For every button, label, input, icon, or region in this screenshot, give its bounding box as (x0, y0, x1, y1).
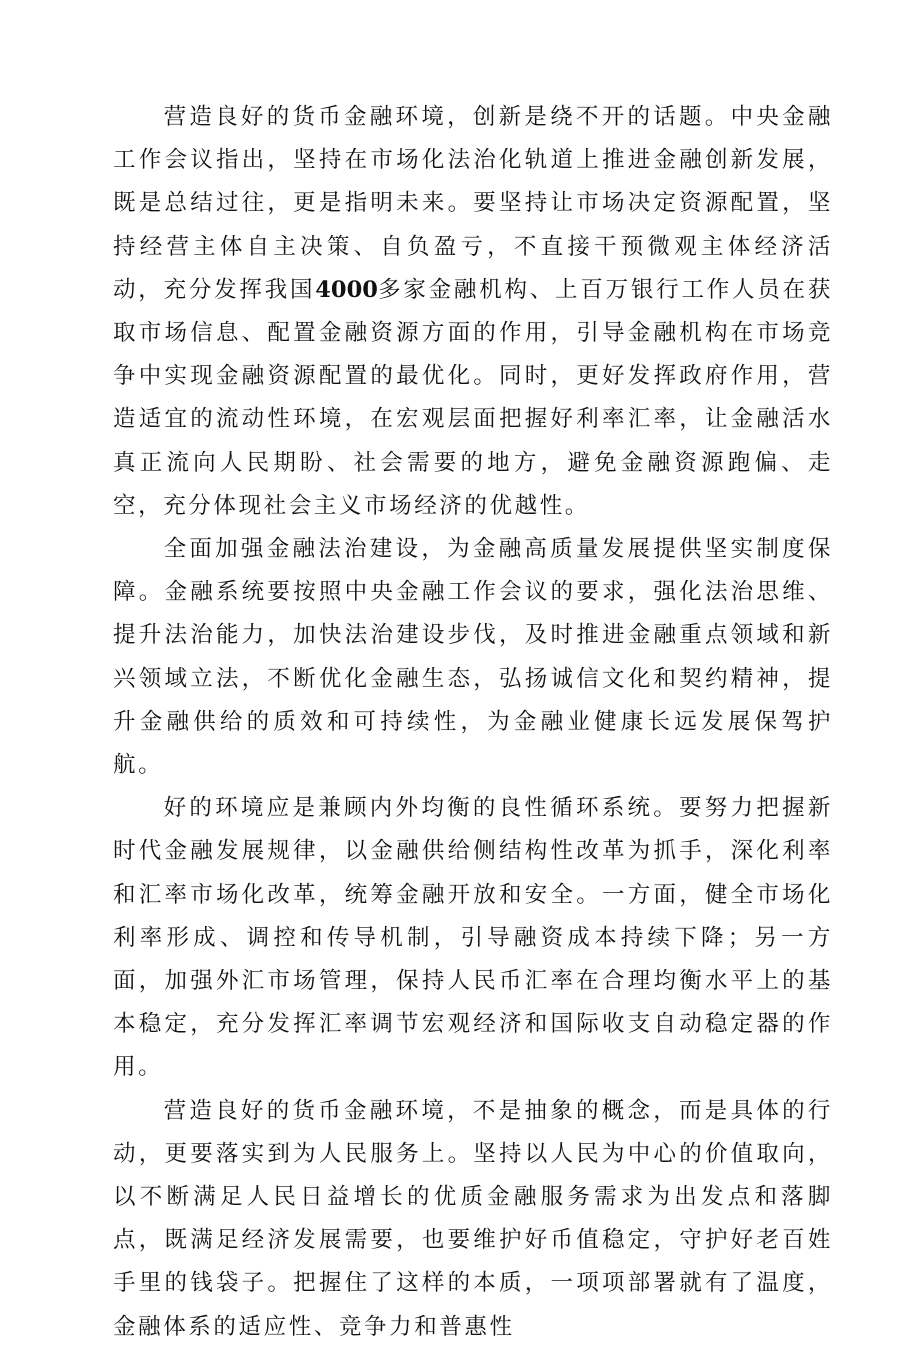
institution-count: 4000 (315, 276, 378, 303)
paragraph-4: 营造良好的货币金融环境，不是抽象的概念，而是具体的行动，更要落实到为人民服务上。坚持以人民为中心的价值取向，以不断满足人民日益增长的优质金融服务需求为出发点和落脚点，既满足经济发展需要，也要维护好币值稳定，守护好老百姓手里的钱袋子。把握住了这样的本质，一项项部署就有了温度，金融体系的适应性、竞争力和普惠性 (113, 1097, 833, 1340)
paragraph-1-part-1: 营造良好的货币金融环境，创新是绕不开的话题。中央金融工作会议指出，坚持在市场化法治化轨道上推进金融创新发展，既是总结过往，更是指明未来。要坚持让市场决定资源配置，坚持经营主体自主决策、自负盈亏，不直接干预微观主体经济活动，充分发挥我国 (113, 104, 833, 303)
paragraph-3: 好的环境应是兼顾内外均衡的良性循环系统。要努力把握新时代金融发展规律，以金融供给侧结构性改革为抓手，深化利率和汇率市场化改革，统筹金融开放和安全。一方面，健全市场化利率形成、调控和传导机制，引导融资成本持续下降；另一方面，加强外汇市场管理，保持人民币汇率在合理均衡水平上的基本稳定，充分发挥汇率调节宏观经济和国际收支自动稳定器的作用。 (113, 795, 833, 1081)
paragraph-2: 全面加强金融法治建设，为金融高质量发展提供坚实制度保障。金融系统要按照中央金融工作会议的要求，强化法治思维、提升法治能力，加快法治建设步伐，及时推进金融重点领域和新兴领域立法，不断优化金融生态，弘扬诚信文化和契约精神，提升金融供给的质效和可持续性，为金融业健康长远发展保驾护航。 (113, 536, 833, 779)
paragraph-1 (113, 96, 833, 528)
article-body (113, 96, 833, 1349)
paragraph-1-part-2: 多家金融机构、上百万银行工作人员在获取市场信息、配置金融资源方面的作用，引导金融机构在市场竞争中实现金融资源配置的最优化。同时，更好发挥政府作用，营造适宜的流动性环境，在宏观层面把握好利率汇率，让金融活水真正流向人民期盼、社会需要的地方，避免金融资源跑偏、走空，充分体现社会主义市场经济的优越性。 (113, 276, 833, 519)
